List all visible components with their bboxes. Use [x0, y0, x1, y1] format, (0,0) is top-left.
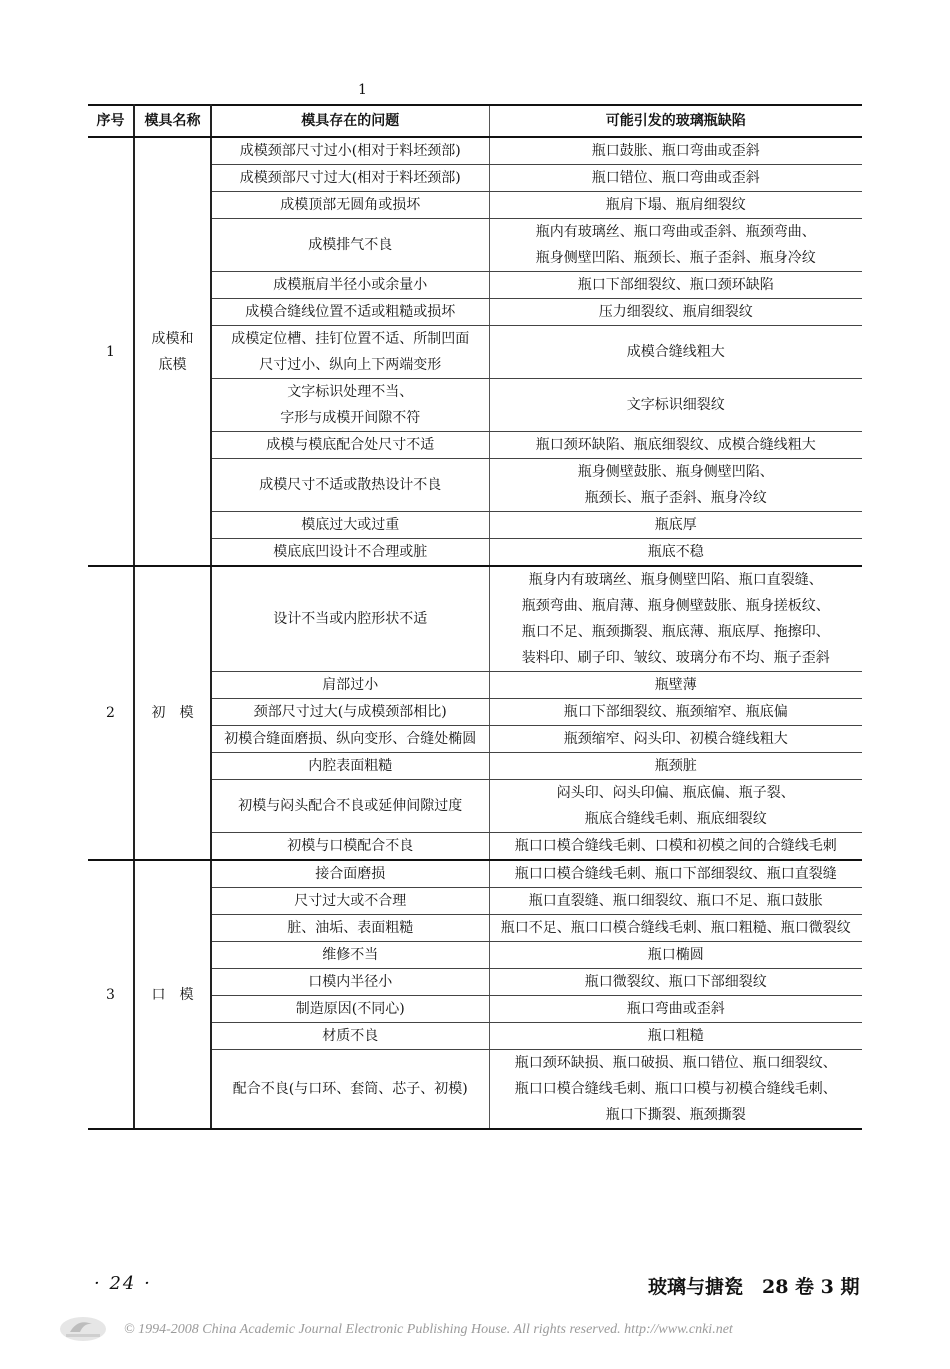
mold-problem-cell: 初模与闷头配合不良或延伸间隙过度	[211, 780, 489, 833]
mold-problem-cell: 文字标识处理不当、 字形与成模开间隙不符	[211, 379, 489, 432]
bottle-defect-cell: 瓶颈脏	[489, 753, 862, 780]
group-seq-cell: 1	[88, 137, 134, 566]
mold-problem-cell: 成模顶部无圆角或损坏	[211, 192, 489, 219]
mold-problem-cell: 成模合缝线位置不适或粗糙或损坏	[211, 299, 489, 326]
bottle-defect-cell: 瓶口下部细裂纹、瓶颈缩窄、瓶底偏	[489, 699, 862, 726]
mold-problem-cell: 成模排气不良	[211, 219, 489, 272]
mold-problem-cell: 内腔表面粗糙	[211, 753, 489, 780]
mold-problem-cell: 口模内半径小	[211, 969, 489, 996]
mold-problem-cell: 制造原因(不同心)	[211, 996, 489, 1023]
table-number: 1	[358, 82, 367, 98]
bottle-defect-cell: 瓶底厚	[489, 512, 862, 539]
mold-problem-cell: 配合不良(与口环、套筒、芯子、初模)	[211, 1050, 489, 1130]
page-number: · 24 ·	[94, 1273, 152, 1294]
header-seq: 序号	[88, 105, 134, 137]
bottle-defect-cell: 瓶身侧壁鼓胀、瓶身侧壁凹陷、 瓶颈长、瓶子歪斜、瓶身冷纹	[489, 459, 862, 512]
mold-problem-cell: 接合面磨损	[211, 860, 489, 888]
mold-problem-cell: 初模合缝面磨损、纵向变形、合缝处椭圆	[211, 726, 489, 753]
table-row	[88, 860, 862, 888]
copyright-notice: © 1994-2008 China Academic Journal Electronic Publishing House. All rights reserved. http://www.cnki.net	[124, 1322, 733, 1337]
mold-problem-cell: 尺寸过大或不合理	[211, 888, 489, 915]
header-mold-problem: 模具存在的问题	[211, 105, 489, 137]
mold-problem-cell: 模底底凹设计不合理或脏	[211, 539, 489, 567]
bottle-defect-cell: 瓶底不稳	[489, 539, 862, 567]
bottle-defect-cell: 瓶口错位、瓶口弯曲或歪斜	[489, 165, 862, 192]
bottle-defect-cell: 瓶口口模合缝线毛刺、瓶口下部细裂纹、瓶口直裂缝	[489, 860, 862, 888]
bottle-defect-cell: 瓶口不足、瓶口口模合缝线毛刺、瓶口粗糙、瓶口微裂纹	[489, 915, 862, 942]
journal-issue: 玻璃与搪瓷 28 卷 3 期	[648, 1276, 860, 1298]
group-mold-name-cell: 成模和 底模	[134, 137, 211, 566]
bottle-defect-cell: 瓶口粗糙	[489, 1023, 862, 1050]
mold-problem-cell: 脏、油垢、表面粗糙	[211, 915, 489, 942]
header-bottle-defect: 可能引发的玻璃瓶缺陷	[489, 105, 862, 137]
mold-problem-cell: 模底过大或过重	[211, 512, 489, 539]
bottle-defect-cell: 瓶内有玻璃丝、瓶口弯曲或歪斜、瓶颈弯曲、 瓶身侧壁凹陷、瓶颈长、瓶子歪斜、瓶身冷纹	[489, 219, 862, 272]
mold-problem-cell: 初模与口模配合不良	[211, 833, 489, 861]
bottle-defect-cell: 瓶口弯曲或歪斜	[489, 996, 862, 1023]
mold-problem-cell: 成模尺寸不适或散热设计不良	[211, 459, 489, 512]
bottle-defect-cell: 瓶口椭圆	[489, 942, 862, 969]
mold-problem-cell: 成模与模底配合处尺寸不适	[211, 432, 489, 459]
mold-problem-cell: 成模瓶肩半径小或余量小	[211, 272, 489, 299]
bottle-defect-cell: 瓶口颈环缺损、瓶口破损、瓶口错位、瓶口细裂纹、 瓶口口模合缝线毛刺、瓶口口模与初模合缝线毛刺、 瓶口下撕裂、瓶颈撕裂	[489, 1050, 862, 1130]
cnki-logo-icon	[58, 1314, 108, 1344]
bottle-defect-cell: 瓶口下部细裂纹、瓶口颈环缺陷	[489, 272, 862, 299]
mold-problem-cell: 肩部过小	[211, 672, 489, 699]
bottle-defect-cell: 瓶口颈环缺陷、瓶底细裂纹、成模合缝线粗大	[489, 432, 862, 459]
bottle-defect-cell: 瓶身内有玻璃丝、瓶身侧壁凹陷、瓶口直裂缝、 瓶颈弯曲、瓶肩薄、瓶身侧壁鼓胀、瓶身搓板纹、 瓶口不足、瓶颈撕裂、瓶底薄、瓶底厚、拖擦印、 装料印、刷子印、皱纹、玻璃分布不均、瓶子歪斜	[489, 566, 862, 672]
bottle-defect-cell: 瓶颈缩窄、闷头印、初模合缝线粗大	[489, 726, 862, 753]
group-seq-cell: 2	[88, 566, 134, 860]
bottle-defect-cell: 文字标识细裂纹	[489, 379, 862, 432]
table-row	[88, 137, 862, 165]
table-row	[88, 566, 862, 672]
mold-defect-table	[88, 104, 862, 1130]
bottle-defect-cell: 瓶口微裂纹、瓶口下部细裂纹	[489, 969, 862, 996]
bottle-defect-cell: 成模合缝线粗大	[489, 326, 862, 379]
bottle-defect-cell: 瓶肩下塌、瓶肩细裂纹	[489, 192, 862, 219]
bottle-defect-cell: 瓶口鼓胀、瓶口弯曲或歪斜	[489, 137, 862, 165]
mold-problem-cell: 成模颈部尺寸过小(相对于料坯颈部)	[211, 137, 489, 165]
group-seq-cell: 3	[88, 860, 134, 1129]
bottle-defect-cell: 闷头印、闷头印偏、瓶底偏、瓶子裂、 瓶底合缝线毛刺、瓶底细裂纹	[489, 780, 862, 833]
mold-problem-cell: 成模定位槽、挂钉位置不适、所制凹面 尺寸过小、纵向上下两端变形	[211, 326, 489, 379]
bottle-defect-cell: 瓶壁薄	[489, 672, 862, 699]
bottle-defect-cell: 瓶口口模合缝线毛刺、口模和初模之间的合缝线毛刺	[489, 833, 862, 861]
bottle-defect-cell: 瓶口直裂缝、瓶口细裂纹、瓶口不足、瓶口鼓胀	[489, 888, 862, 915]
group-mold-name-cell: 初 模	[134, 566, 211, 860]
mold-problem-cell: 颈部尺寸过大(与成模颈部相比)	[211, 699, 489, 726]
mold-problem-cell: 成模颈部尺寸过大(相对于料坯颈部)	[211, 165, 489, 192]
group-mold-name-cell: 口 模	[134, 860, 211, 1129]
table-header-row	[88, 105, 862, 137]
bottle-defect-cell: 压力细裂纹、瓶肩细裂纹	[489, 299, 862, 326]
header-mold-name: 模具名称	[134, 105, 211, 137]
mold-problem-cell: 设计不当或内腔形状不适	[211, 566, 489, 672]
mold-problem-cell: 材质不良	[211, 1023, 489, 1050]
mold-problem-cell: 维修不当	[211, 942, 489, 969]
